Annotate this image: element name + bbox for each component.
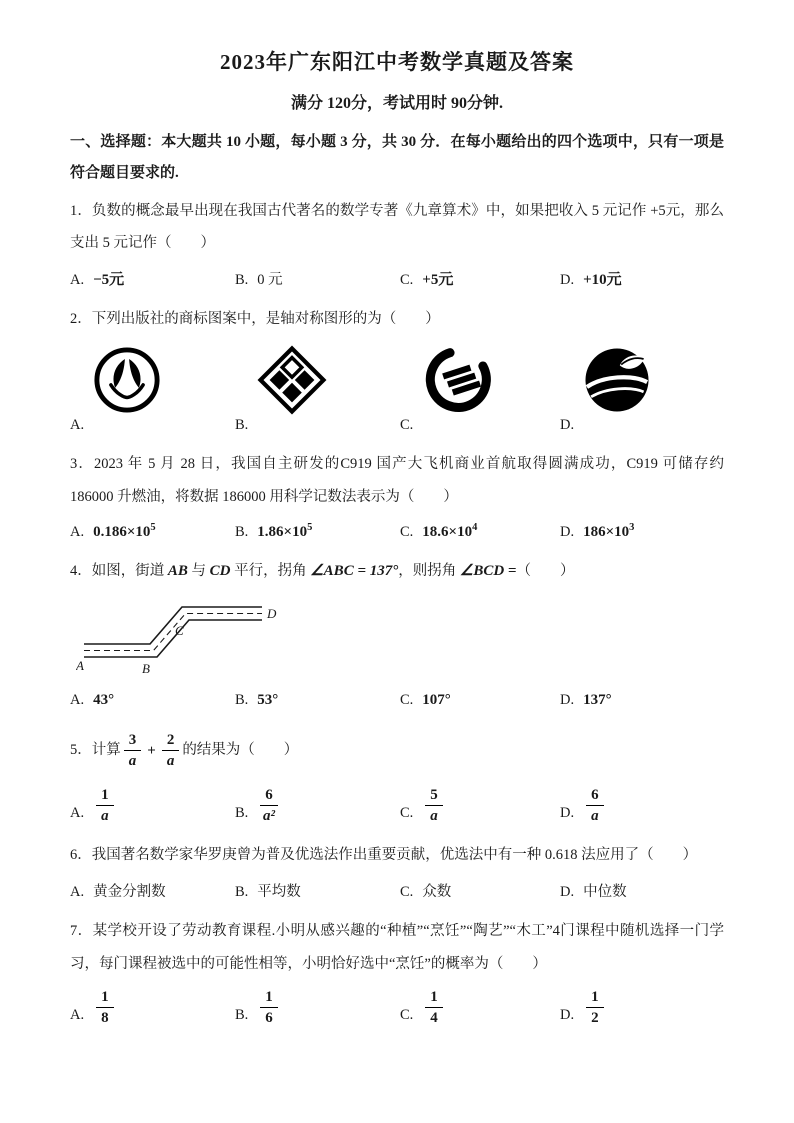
question-3-options (70, 522, 724, 541)
question-3 (70, 448, 724, 540)
question-7 (70, 915, 724, 1027)
question-7-option-d (560, 988, 724, 1027)
question-3-option-c (400, 522, 560, 541)
question-3-option-a (70, 522, 235, 541)
option-label: B. (235, 271, 249, 288)
question-5-option-b (235, 786, 400, 825)
question-3-option-b (235, 522, 400, 541)
fraction-denominator: 6 (265, 1010, 273, 1027)
option-value-base: 186×10 (583, 523, 630, 540)
hands-sprout-circle-logo-icon (92, 345, 162, 415)
fraction-denominator: a (430, 808, 438, 825)
question-6-option-c (400, 880, 560, 901)
question-1-option-a (70, 268, 235, 289)
option-value: +5元 (422, 271, 454, 288)
option-value-exponent: 3 (629, 521, 635, 533)
option-value: 平均数 (257, 884, 301, 900)
fraction-denominator: 8 (101, 1010, 109, 1027)
fraction-numerator: 6 (260, 786, 278, 806)
option-label: A. (70, 417, 85, 434)
question-4-option-a (70, 692, 235, 709)
question-3-stem: 3．2023 年 5 月 28 日，我国自主研发的C919 国产大飞机商业首航取得圆满成功，C919 可储存约 186000 升燃油，将数据 186000 用科学记数法表示为（ ） (70, 456, 724, 505)
option-value (257, 522, 312, 541)
fraction (260, 988, 278, 1027)
question-5-options (70, 786, 724, 825)
option-value: 107° (422, 692, 451, 709)
fraction-numerator: 1 (425, 988, 443, 1008)
question-4-option-d (560, 692, 724, 709)
plus-operator: + (147, 742, 156, 759)
logo-cell-b (235, 345, 400, 415)
question-1-option-d (560, 268, 724, 289)
option-value-base: 0.186×10 (93, 523, 151, 540)
option-label: D. (560, 884, 575, 900)
question-5-option-c (400, 786, 560, 825)
option-label: A. (70, 271, 85, 288)
option-label: D. (560, 692, 575, 709)
question-7-option-c (400, 988, 560, 1027)
option-label: D. (560, 1007, 575, 1024)
fraction (260, 786, 278, 825)
option-value: −5元 (93, 271, 125, 288)
fraction-denominator: 4 (430, 1010, 438, 1027)
math-term: ∠BCD = (459, 562, 517, 579)
option-label: A. (70, 523, 85, 540)
option-label: B. (235, 1007, 249, 1024)
fraction-denominator: a (128, 753, 137, 770)
fraction-denominator: a (101, 808, 109, 825)
stem-text: 平行，拐角 (230, 562, 311, 579)
page-title: 2023年广东阳江中考数学真题及答案 (220, 50, 574, 74)
question-4-option-b (235, 692, 400, 709)
question-7-option-b (235, 988, 400, 1027)
option-label: D. (560, 523, 575, 540)
stem-text: ，则拐角 (398, 562, 460, 579)
street-parallel-lines-diagram (76, 594, 291, 682)
question-2-options (70, 417, 724, 434)
option-value-exponent: 5 (150, 521, 156, 533)
option-label: D. (560, 271, 575, 288)
fraction-numerator: 1 (260, 988, 278, 1008)
question-1 (70, 195, 724, 289)
section-header: 一、选择题：本大题共 10 小题，每小题 3 分，共 30 分．在每小题给出的四个选项中，只有一项是符合题目要求的. (70, 134, 724, 181)
fraction-numerator: 1 (586, 988, 604, 1008)
question-6-option-d (560, 880, 724, 901)
option-label: B. (235, 523, 249, 540)
question-7-options (70, 988, 724, 1027)
math-term: CD (209, 562, 231, 579)
question-2 (70, 303, 724, 435)
question-4-stem (70, 555, 724, 589)
logo-cell-d (560, 345, 724, 415)
question-1-option-c (400, 268, 560, 289)
option-value: 0 元 (257, 271, 283, 288)
diagram-label-c: C (175, 623, 184, 639)
diagram-label-b: B (142, 661, 150, 677)
option-value: 黄金分割数 (93, 884, 166, 900)
option-label: A. (70, 884, 85, 900)
fraction (425, 988, 443, 1027)
question-6-stem: 6．我国著名数学家华罗庚曾为普及优选法作出重要贡献，优选法中有一种 0.618 法应用了（ ） (70, 847, 698, 864)
fraction-numerator: 5 (425, 786, 443, 806)
option-label: C. (400, 523, 414, 540)
fraction (586, 988, 604, 1027)
option-label: C. (400, 805, 414, 822)
option-value: +10元 (583, 271, 622, 288)
question-7-option-a (70, 988, 235, 1027)
question-4 (70, 555, 724, 710)
brush-circle-books-logo-icon (422, 345, 492, 415)
option-label: C. (400, 692, 414, 709)
question-5-option-a (70, 786, 235, 825)
fraction (124, 731, 142, 770)
option-label: C. (400, 884, 414, 900)
fraction-numerator: 3 (124, 731, 142, 751)
logo-cell-a (70, 345, 235, 415)
stem-text: 的结果为（ ） (182, 742, 299, 759)
stem-text: （ ） (516, 562, 575, 579)
question-3-option-d (560, 522, 724, 541)
fraction (586, 786, 604, 825)
stem-text: 5．计算 (70, 742, 121, 759)
option-value: 137° (583, 692, 612, 709)
fraction (96, 988, 114, 1027)
option-value-exponent: 4 (472, 521, 478, 533)
fraction-denominator: a (166, 753, 175, 770)
fraction-denominator: a² (263, 808, 276, 825)
option-value: 43° (93, 692, 115, 709)
math-term: ∠ABC = 137° (310, 562, 399, 579)
fraction (96, 786, 114, 825)
option-value (422, 522, 477, 541)
question-6-options (70, 880, 724, 901)
fraction-numerator: 1 (96, 786, 114, 806)
question-5-option-d (560, 786, 724, 825)
option-label: C. (400, 271, 414, 288)
question-6-option-a (70, 880, 235, 901)
option-value-base: 1.86×10 (257, 523, 308, 540)
stem-text: 与 (187, 562, 210, 579)
question-2-option-c (400, 417, 560, 434)
option-value (93, 522, 156, 541)
fraction-denominator: a (591, 808, 599, 825)
fraction-numerator: 6 (586, 786, 604, 806)
option-label: C. (400, 1007, 414, 1024)
question-4-option-c (400, 692, 560, 709)
logo-cell-c (400, 345, 560, 415)
fraction (425, 786, 443, 825)
option-label: B. (235, 805, 249, 822)
exam-info: 满分 120分，考试用时 90分钟. (290, 95, 503, 112)
question-6-option-b (235, 880, 400, 901)
question-1-options (70, 268, 724, 289)
fraction (162, 731, 180, 770)
diagram-label-a: A (76, 658, 84, 674)
option-label: C. (400, 417, 414, 434)
diamond-squares-logo-icon (257, 345, 327, 415)
globe-leaf-logo-icon (582, 345, 652, 415)
question-2-logo-row (70, 345, 724, 415)
question-2-option-d (560, 417, 724, 434)
option-value: 中位数 (583, 884, 627, 900)
option-label: D. (560, 805, 575, 822)
option-value-base: 18.6×10 (422, 523, 473, 540)
question-4-diagram (76, 594, 724, 682)
question-7-stem: 7．某学校开设了劳动教育课程.小明从感兴趣的“种植”“烹饪”“陶艺”“木工”4门课程中随机选择一门学习，每门课程被选中的可能性相等，小明恰好选中“烹饪”的概率为（ ） (70, 923, 724, 972)
option-value: 53° (257, 692, 279, 709)
stem-text: 4．如图，街道 (70, 562, 168, 579)
option-label: B. (235, 417, 249, 434)
option-label: A. (70, 1007, 85, 1024)
question-4-options (70, 692, 724, 709)
option-label: B. (235, 884, 249, 900)
question-2-stem: 2．下列出版社的商标图案中，是轴对称图形的为（ ） (70, 310, 440, 327)
option-label: D. (560, 417, 575, 434)
question-6 (70, 839, 724, 901)
option-label: A. (70, 692, 85, 709)
question-1-stem: 1．负数的概念最早出现在我国古代著名的数学专著《九章算术》中，如果把收入 5 元记作 +5元，那么支出 5 元记作（ ） (70, 202, 724, 252)
question-2-option-a (70, 417, 235, 434)
math-term: AB (167, 562, 188, 579)
option-label: B. (235, 692, 249, 709)
fraction-numerator: 1 (96, 988, 114, 1008)
question-5 (70, 723, 724, 825)
diagram-label-d: D (267, 606, 277, 622)
question-2-option-b (235, 417, 400, 434)
fraction-denominator: 2 (591, 1010, 599, 1027)
option-value-exponent: 5 (307, 521, 313, 533)
question-1-option-b (235, 268, 400, 289)
option-label: A. (70, 805, 85, 822)
question-5-stem (70, 723, 724, 778)
option-value (583, 522, 634, 541)
option-value: 众数 (422, 884, 452, 900)
fraction-numerator: 2 (162, 731, 180, 751)
